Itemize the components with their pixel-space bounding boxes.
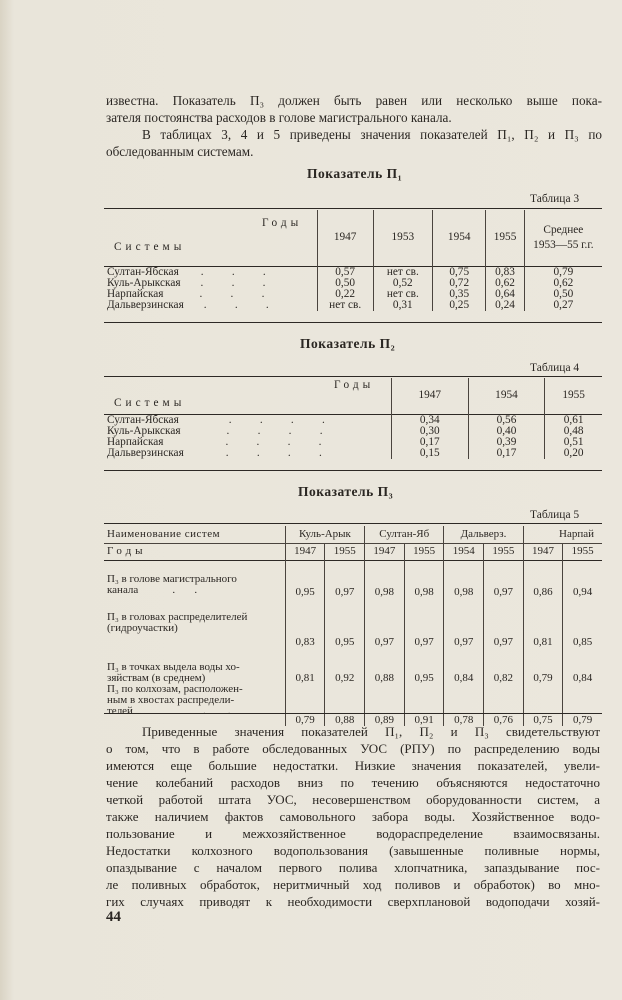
table-4-value: 0,39 xyxy=(468,437,545,448)
table-3 xyxy=(104,210,602,311)
table-3-system-name: Дальверзинская . . . xyxy=(107,299,269,312)
table-5-row-label: П₃ в голове магистрального канала . . xyxy=(107,573,237,597)
table-5-value: 0,97 xyxy=(365,612,405,648)
text-line: ле поливных обработок, неритмичный ход поливов и обработок) во мно- xyxy=(106,877,600,892)
table-row xyxy=(104,612,602,648)
table-3-col-header xyxy=(524,210,602,266)
table-3-value: 0,24 xyxy=(486,300,524,311)
table-4-header-cell xyxy=(104,378,391,414)
table-5-value: 0,85 xyxy=(563,612,602,648)
table-5-row-label-line: (гидроучастки) xyxy=(107,622,178,635)
table-5-row-label-line: телей xyxy=(107,705,133,718)
table-4-top-rule xyxy=(104,376,602,377)
table-4-system-name: Дальверзинская . . . . xyxy=(107,447,322,460)
table-5-value: 0,94 xyxy=(563,574,602,612)
table-row xyxy=(104,448,602,459)
text-line: В таблицах 3, 4 и 5 приведены значения показателей П₁, П₂ и П₃ по xyxy=(142,127,602,142)
table-4-value: 0,40 xyxy=(468,426,545,437)
table-3-value: 0,50 xyxy=(524,289,602,300)
table-5-group-header: Султан-Яб xyxy=(365,526,444,543)
table-3-value: 0,75 xyxy=(433,266,486,278)
table-5-row-label xyxy=(104,648,285,684)
table-3-value: 0,79 xyxy=(524,266,602,278)
table-4-col-header: 1947 xyxy=(391,378,468,414)
table-5-row-label-line: зяйствам (в среднем) xyxy=(107,671,206,684)
table-5-label: Таблица 5 xyxy=(530,509,580,521)
table-3-value: 0,35 xyxy=(433,289,486,300)
table-5-value: 0,76 xyxy=(484,684,524,726)
table-5-value: 0,79 xyxy=(523,648,563,684)
table-3-caption: Показатель П₁ xyxy=(307,166,403,181)
table-5-value: 0,86 xyxy=(523,574,563,612)
text-line: гих случаях приводят к необходимости сверхплановой водоподачи хозяй- xyxy=(106,894,600,909)
table-3-value: 0,83 xyxy=(486,266,524,278)
table-5-value: 0,97 xyxy=(444,612,484,648)
table-5-value: 0,95 xyxy=(285,574,325,612)
table-3-header-cell xyxy=(104,210,317,266)
page-number: 44 xyxy=(106,909,121,925)
table-5-value: 0,92 xyxy=(325,648,365,684)
table-4-system-name: Нарпайская . . . . xyxy=(107,435,322,448)
table-4-value: 0,51 xyxy=(545,437,602,448)
table-5-bottom-rule xyxy=(104,713,602,714)
table-3-average-years: 1953—55 г.г. xyxy=(533,238,594,251)
table-5-value: 0,75 xyxy=(523,684,563,726)
table-3-system-name: Нарпайская . . . xyxy=(107,287,265,300)
table-5-years-header: Годы xyxy=(107,544,147,557)
text-line: имеются еще большие недостатки. Низкие значения показателей, увели- xyxy=(106,758,600,773)
table-5-year-header: 1947 xyxy=(365,543,405,560)
table-3-value: нет св. xyxy=(373,266,433,278)
table-4-col-header: 1955 xyxy=(545,378,602,414)
table-5-year-header: 1947 xyxy=(285,543,325,560)
table-3-bottom-rule xyxy=(104,322,602,323)
table-3-label: Таблица 3 xyxy=(530,193,580,205)
table-5-row-label: П₃ по колхозам, расположен- ным в хвостах распредели- телей . . xyxy=(107,683,243,718)
table-3-col-header: 1947 xyxy=(317,210,373,266)
table-5-row-label-line: П₃ в голове магистрального xyxy=(107,573,237,585)
table-4-systems-header: Системы xyxy=(114,397,186,409)
table-5-value: 0,78 xyxy=(444,684,484,726)
table-5-year-header: 1955 xyxy=(325,543,365,560)
table-5-year-header: 1955 xyxy=(563,543,602,560)
table-4-years-header: Годы xyxy=(334,379,375,391)
table-5-value: 0,95 xyxy=(325,612,365,648)
table-3-value: 0,62 xyxy=(486,278,524,289)
table-5-row-label-line: П₃ в головах распределителей xyxy=(107,611,248,623)
table-4-value: 0,34 xyxy=(391,414,468,426)
table-5-year-header: 1955 xyxy=(404,543,444,560)
table-3-value: 0,27 xyxy=(524,300,602,311)
table-4-value: 0,48 xyxy=(545,426,602,437)
table-5-value: 0,81 xyxy=(523,612,563,648)
table-4-value: 0,17 xyxy=(391,437,468,448)
table-row xyxy=(104,574,602,612)
table-3-value: 0,52 xyxy=(373,278,433,289)
table-4-col-header: 1954 xyxy=(468,378,545,414)
table-3-value: нет св. xyxy=(373,289,433,300)
table-row xyxy=(104,684,602,726)
table-3-system-name: Куль-Арыкская . . . xyxy=(107,276,266,289)
table-4-value: 0,30 xyxy=(391,426,468,437)
table-5-row-label xyxy=(104,612,285,648)
text-line: опаздывание с началом первого полива хлопчатника, запаздывание пос- xyxy=(106,860,600,875)
table-3-value: нет св. xyxy=(317,300,373,311)
table-4 xyxy=(104,378,602,459)
table-4-value: 0,56 xyxy=(468,414,545,426)
table-5-value: 0,79 xyxy=(285,684,325,726)
table-5-row-label-line: канала xyxy=(107,584,139,597)
text-line: обследованным системам. xyxy=(106,144,254,159)
table-3-value: 0,22 xyxy=(317,289,373,300)
table-3-value: 0,62 xyxy=(524,278,602,289)
table-5 xyxy=(104,526,602,726)
table-5-value: 0,98 xyxy=(444,574,484,612)
text-line: Приведенные значения показателей П₁, П₂ и П₃ свидетельствуют xyxy=(142,724,600,739)
table-5-group-header: Дальверз. xyxy=(444,526,523,543)
table-row xyxy=(104,300,602,311)
table-4-value: 0,61 xyxy=(545,414,602,426)
table-5-caption: Показатель П₃ xyxy=(298,484,394,499)
text-line: чение колебаний расходов вниз по течению объясняются недостаточно xyxy=(106,775,600,790)
table-4-value: 0,17 xyxy=(468,448,545,459)
table-3-value: 0,64 xyxy=(486,289,524,300)
text-line: о том, что в работе обследованных УОС (РПУ) по распределению воды xyxy=(106,741,600,756)
table-5-value: 0,97 xyxy=(484,574,524,612)
table-3-average-label: Среднее xyxy=(543,223,584,236)
table-5-top-rule xyxy=(104,523,602,524)
table-5-value: 0,84 xyxy=(563,648,602,684)
table-5-value: 0,81 xyxy=(285,648,325,684)
table-5-year-header: 1955 xyxy=(484,543,524,560)
table-5-value: 0,88 xyxy=(325,684,365,726)
table-5-value: 0,82 xyxy=(484,648,524,684)
text-line: четкой работой штата УОС, несовершенством оборудованности систем, а xyxy=(106,792,600,807)
text-line: Недостатки колхозного водопользования (завышенные поливные нормы, xyxy=(106,843,600,858)
table-3-value: 0,57 xyxy=(317,266,373,278)
table-5-value: 0,98 xyxy=(404,574,444,612)
table-5-value: 0,88 xyxy=(365,648,405,684)
table-5-value: 0,89 xyxy=(365,684,405,726)
table-5-row-label-line: П₃ в точках выдела воды хо- xyxy=(107,660,240,673)
table-5-name-header: Наименование систем xyxy=(107,527,221,540)
table-4-label: Таблица 4 xyxy=(530,362,580,374)
table-5-value: 0,79 xyxy=(563,684,602,726)
table-3-value: 0,31 xyxy=(373,300,433,311)
table-3-system-name: Султан-Ябская . . . xyxy=(107,265,266,278)
table-5-year-header: 1947 xyxy=(523,543,563,560)
table-5-group-header: Куль-Арык xyxy=(285,526,364,543)
table-4-bottom-rule xyxy=(104,470,602,471)
intro-paragraph xyxy=(106,92,602,160)
text-line: пользование и межхозяйственное водораспределение взаимосвязаны. xyxy=(106,826,600,841)
table-3-col-header: 1954 xyxy=(433,210,486,266)
table-4-system-name: Куль-Арыкская . . . . xyxy=(107,424,323,437)
table-3-years-header: Годы xyxy=(262,217,303,229)
text-line: зателя постоянства расходов в голове магистрального канала. xyxy=(106,110,452,125)
table-5-value: 0,91 xyxy=(404,684,444,726)
table-4-value: 0,15 xyxy=(391,448,468,459)
table-3-col-header: 1953 xyxy=(373,210,433,266)
table-3-value: 0,72 xyxy=(433,278,486,289)
table-5-value: 0,84 xyxy=(444,648,484,684)
table-3-value: 0,25 xyxy=(433,300,486,311)
table-5-year-header: 1954 xyxy=(444,543,484,560)
table-5-row-label-line: ным в хвостах распредели- xyxy=(107,694,235,707)
table-5-group-header: Нарпай xyxy=(523,526,602,543)
table-5-value: 0,97 xyxy=(484,612,524,648)
body-paragraph xyxy=(106,723,600,910)
table-3-col-header: 1955 xyxy=(486,210,524,266)
table-4-caption: Показатель П₂ xyxy=(300,336,396,351)
table-4-value: 0,20 xyxy=(545,448,602,459)
table-3-value: 0,50 xyxy=(317,278,373,289)
table-4-system-name: Султан-Ябская . . . . xyxy=(107,413,325,426)
table-5-row-label-line: П₃ по колхозам, расположен- xyxy=(107,683,243,695)
table-5-value: 0,97 xyxy=(404,612,444,648)
table-5-value: 0,95 xyxy=(404,648,444,684)
table-5-value: 0,98 xyxy=(365,574,405,612)
table-row xyxy=(104,648,602,684)
table-5-value: 0,83 xyxy=(285,612,325,648)
table-3-top-rule xyxy=(104,208,602,209)
text-line: также наличием фактов самовольного забора воды. Хозяйственное водо- xyxy=(106,809,600,824)
text-line: известна. Показатель П₃ должен быть равен или несколько выше пока- xyxy=(106,93,602,108)
table-5-value: 0,97 xyxy=(325,574,365,612)
table-3-systems-header: Системы xyxy=(114,241,186,253)
